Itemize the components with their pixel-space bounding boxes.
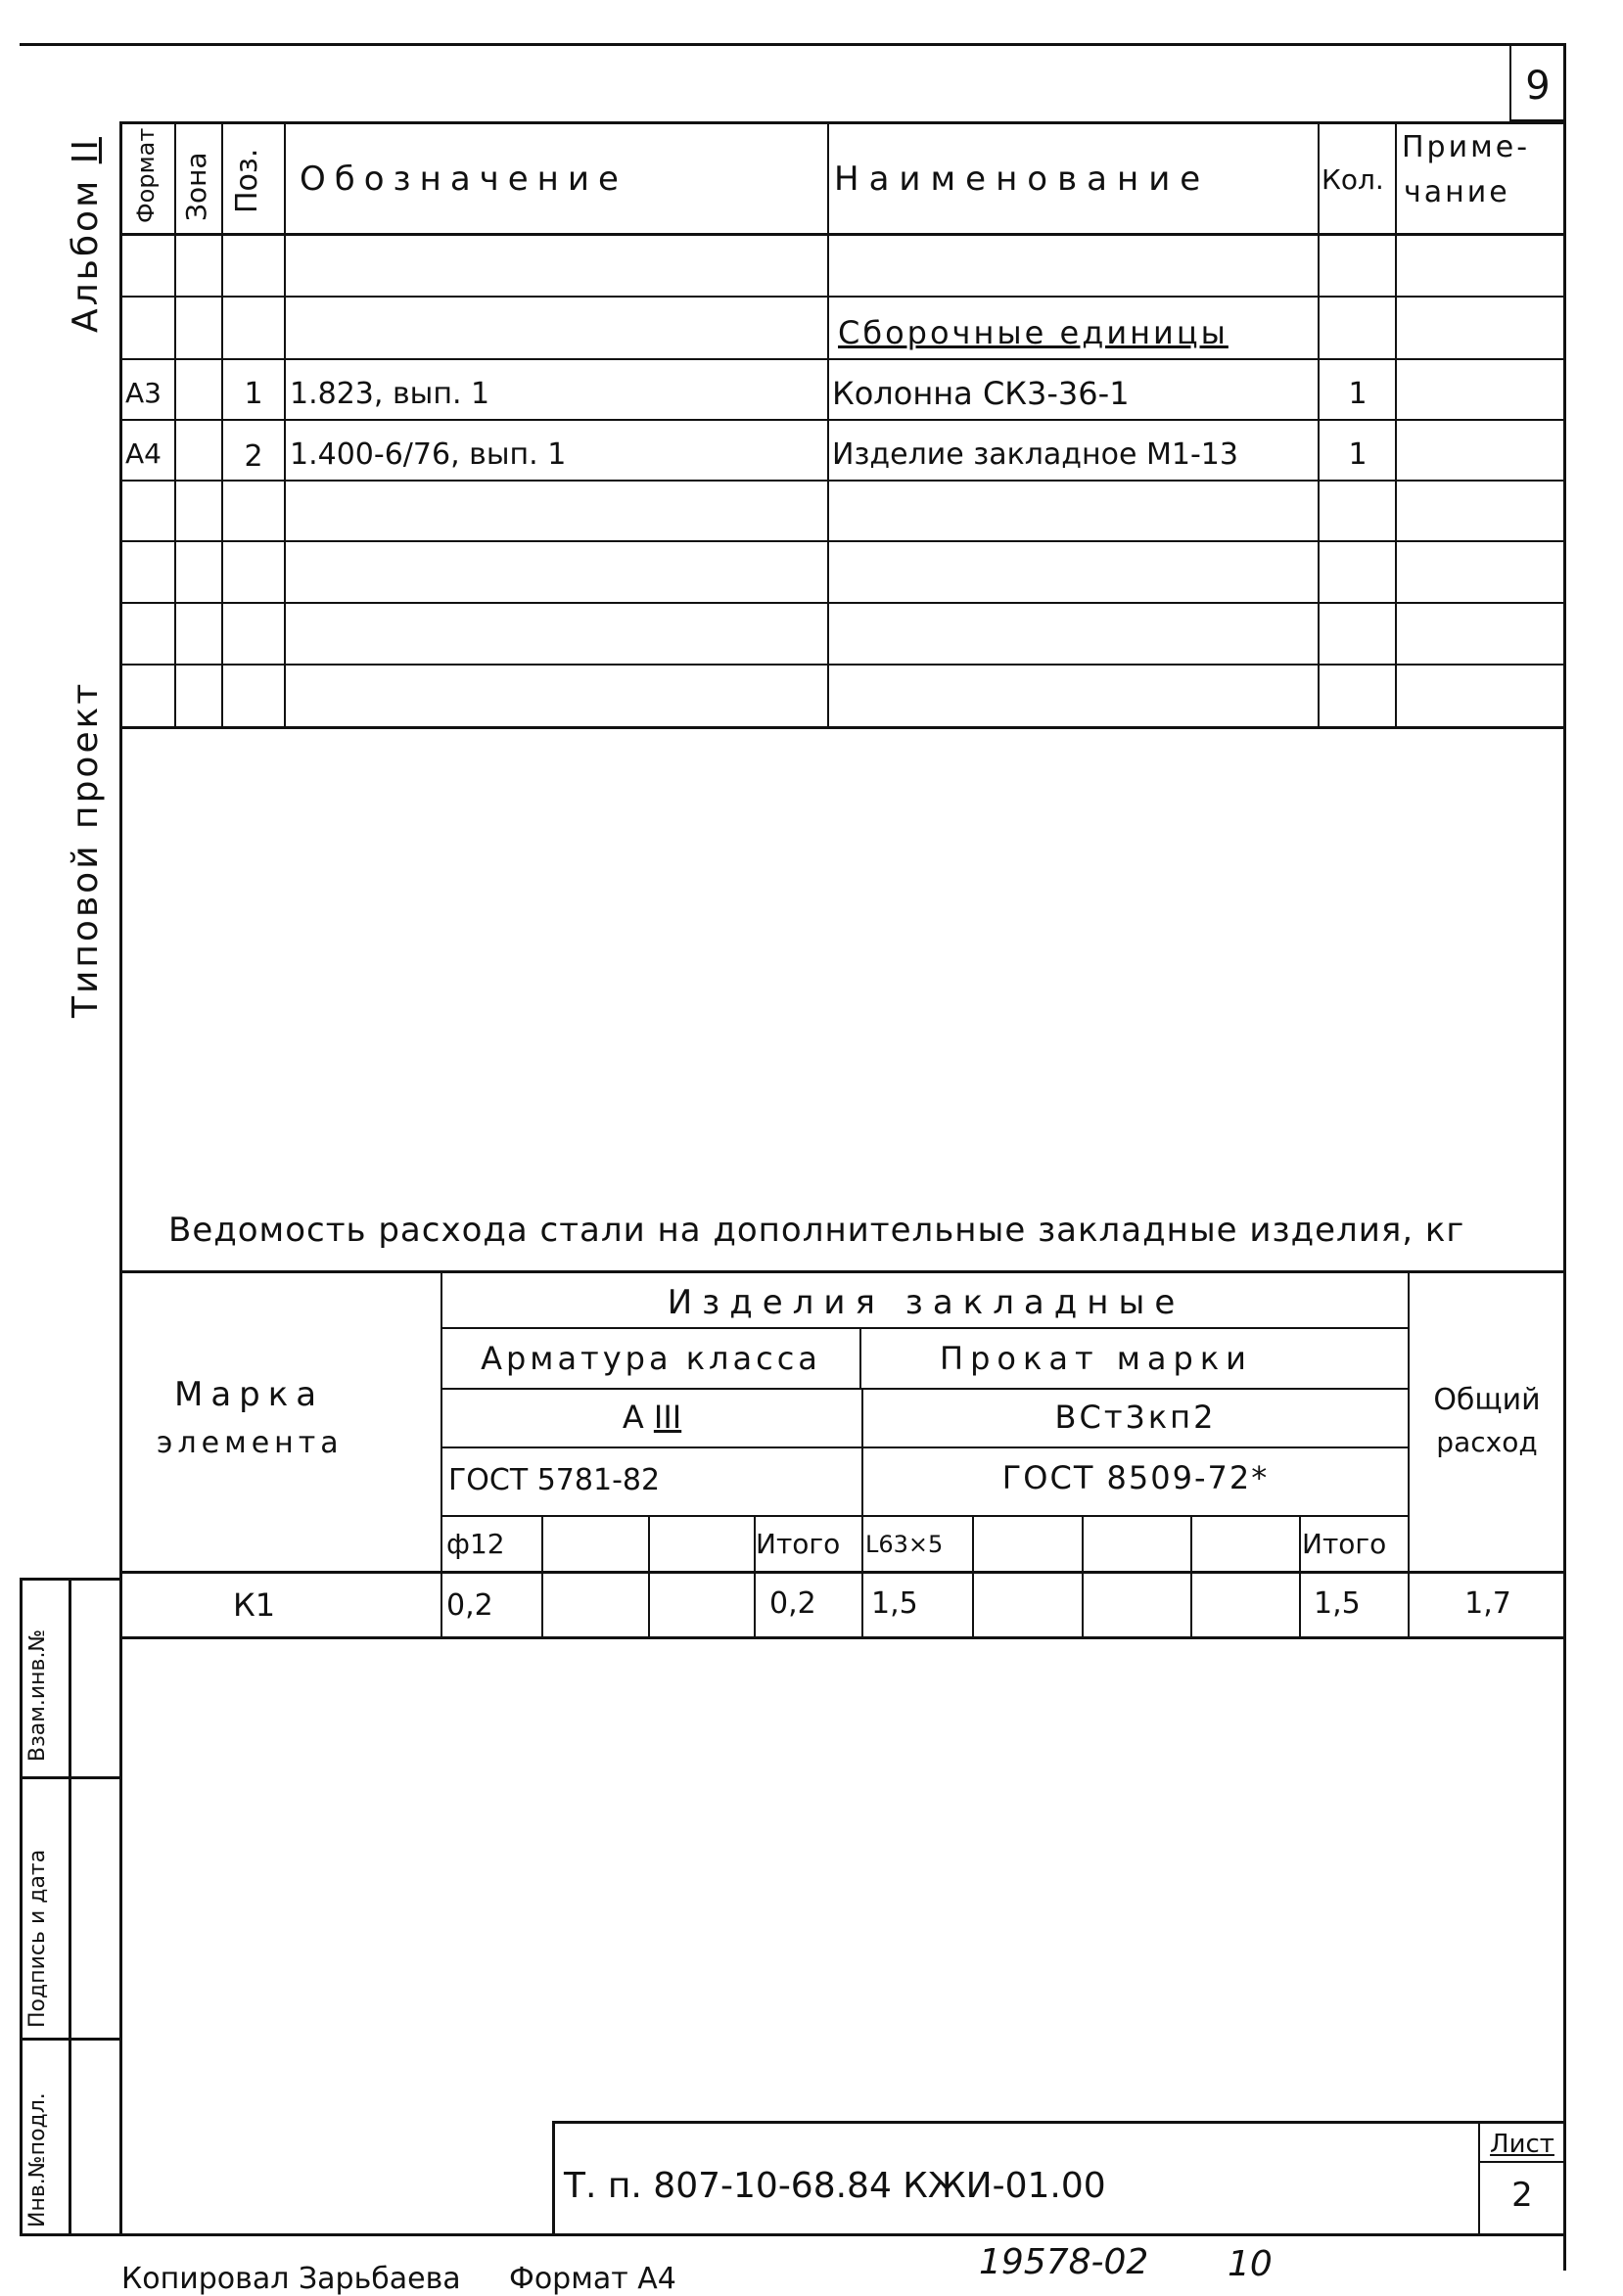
- header-format: Формат: [132, 127, 160, 223]
- stamp-replace-inv: Взам.инв.№: [25, 1629, 50, 1762]
- footer-copied: Копировал Зарьбаева: [121, 2262, 461, 2296]
- total-line2: расход: [1436, 1426, 1538, 1458]
- rebar-gost: ГОСТ 5781-82: [448, 1463, 661, 1497]
- row-mark: К1: [233, 1586, 276, 1624]
- header-note-2: чание: [1404, 175, 1510, 209]
- row1-pos: 1: [244, 377, 263, 411]
- row2-name: Изделие закладное М1-13: [832, 437, 1238, 472]
- diam-12: ф12: [446, 1528, 505, 1560]
- row2-pos: 2: [244, 439, 263, 474]
- rebar-grade-letter: А: [622, 1399, 644, 1436]
- side-label-project: Типовой проект: [66, 680, 106, 1018]
- rolled-grade: ВСт3кп2: [1054, 1399, 1217, 1436]
- row-angle: 1,5: [871, 1586, 918, 1621]
- frame-left: [119, 121, 122, 2235]
- steel-title: Ведомость расхода стали на дополнительные закладные изделия, кг: [168, 1211, 1465, 1250]
- sheet-value: 2: [1511, 2176, 1533, 2215]
- header-pos: Поз.: [230, 148, 264, 213]
- album-number: II: [66, 137, 106, 164]
- frame-right: [1563, 43, 1566, 2271]
- album-label: Альбом: [66, 177, 106, 333]
- side-label-album: [66, 137, 106, 333]
- itogo-1: Итого: [756, 1528, 841, 1560]
- header-designation: Обозначение: [300, 160, 627, 199]
- top-border: [20, 43, 1566, 46]
- frame-bottom: [116, 2233, 1566, 2236]
- itogo-2: Итого: [1302, 1528, 1387, 1560]
- total-line1: Общий: [1433, 1383, 1541, 1417]
- row2-format: А4: [125, 437, 162, 470]
- archive-number: 19578-02: [979, 2242, 1149, 2282]
- archive-page: 10: [1228, 2244, 1273, 2284]
- rebar-grade-roman: III: [653, 1399, 682, 1436]
- mark-line2: элемента: [157, 1426, 344, 1460]
- header-name: Наименование: [834, 160, 1211, 199]
- stamp-sign-date: Подпись и дата: [25, 1849, 50, 2028]
- stamp-inv-orig: Инв.№подл.: [25, 2092, 50, 2227]
- title-block-code: Т. п. 807-10-68.84 КЖИ-01.00: [564, 2166, 1106, 2206]
- row2-qty: 1: [1348, 437, 1368, 472]
- rebar-class: Арматура класса: [481, 1340, 821, 1377]
- row1-name: Колонна СК3-36-1: [832, 375, 1130, 412]
- row-d12: 0,2: [446, 1588, 493, 1623]
- sheet-label: Лист: [1490, 2130, 1554, 2159]
- row-total: 1,7: [1464, 1586, 1511, 1621]
- header-zone: Зона: [180, 152, 212, 221]
- mark-line1: Марка: [174, 1375, 325, 1414]
- row-itogo2: 1,5: [1314, 1586, 1361, 1621]
- angle-profile: L63×5: [865, 1531, 944, 1558]
- row1-qty: 1: [1348, 377, 1368, 411]
- rebar-grade: [442, 1399, 861, 1436]
- header-note-1: Приме-: [1402, 130, 1531, 164]
- rolled-mark: Прокат марки: [940, 1340, 1253, 1377]
- section-title: Сборочные единицы: [838, 314, 1229, 351]
- header-qty: Кол.: [1322, 163, 1384, 196]
- row2-designation: 1.400-6/76, вып. 1: [290, 437, 567, 472]
- footer-format: Формат А4: [509, 2262, 676, 2296]
- row-itogo1: 0,2: [769, 1586, 816, 1621]
- sheet-number: 9: [1525, 64, 1551, 109]
- row1-designation: 1.823, вып. 1: [290, 377, 490, 411]
- embedded-header: Изделия закладные: [667, 1283, 1185, 1322]
- rolled-gost: ГОСТ 8509-72*: [1001, 1459, 1270, 1496]
- row1-format: А3: [125, 377, 162, 409]
